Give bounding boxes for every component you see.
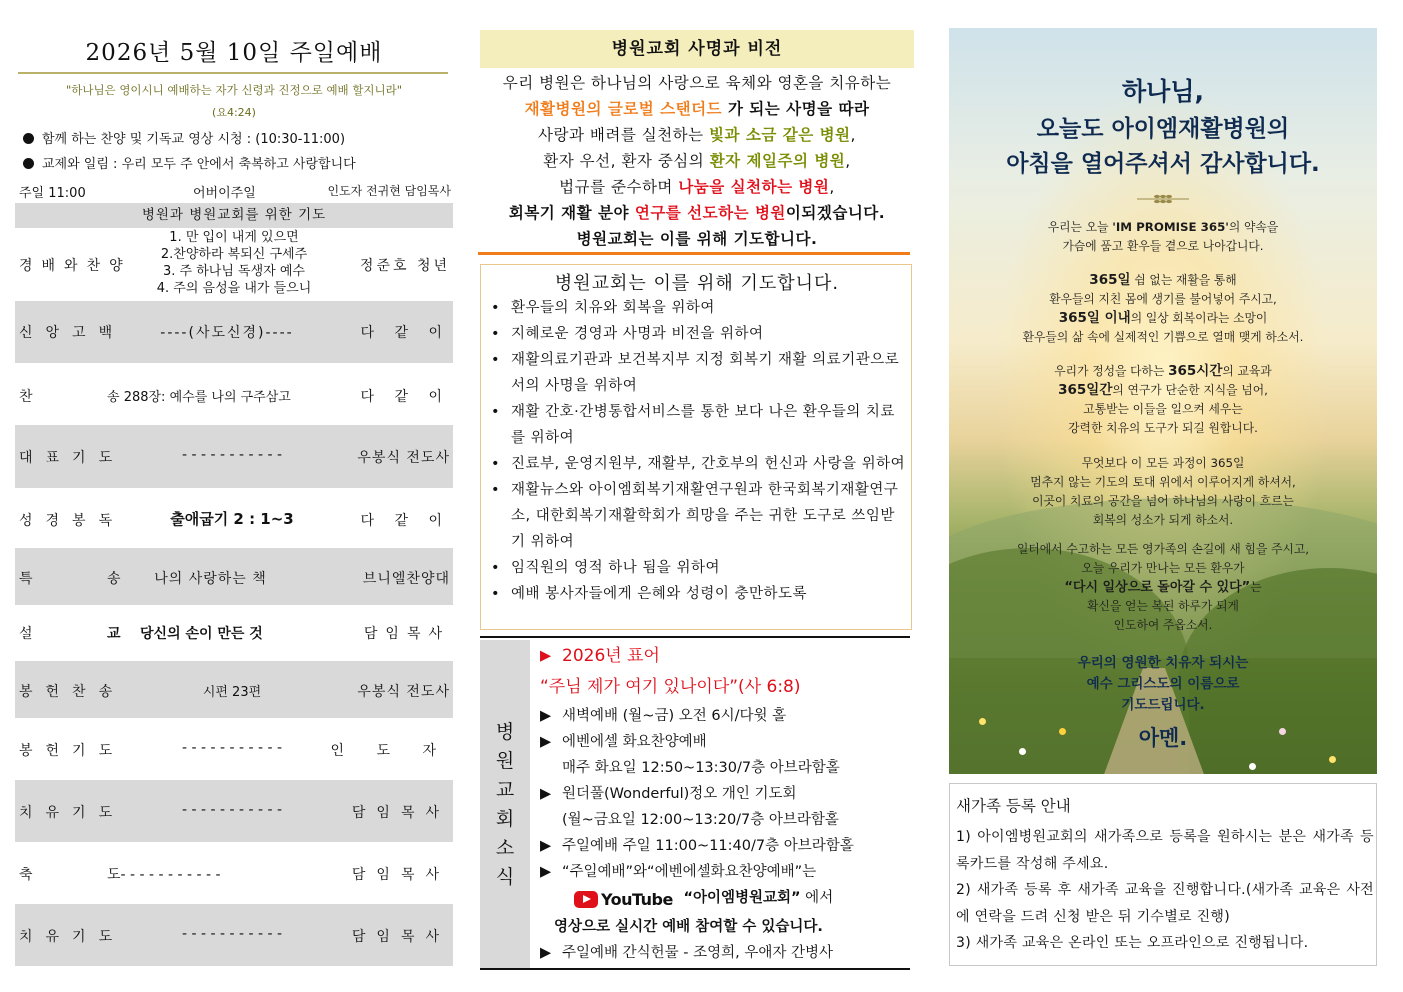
poster-paragraph-4 — [949, 454, 1377, 530]
poster-line — [949, 218, 1377, 237]
hymn-3: 3. 주 하나님 독생자 예수 — [163, 264, 305, 279]
prayer-item: • 임직원의 영적 하나 됨을 위하여 — [487, 555, 907, 581]
hymn-2: 2.찬양하라 복되신 구세주 — [160, 247, 308, 262]
prayer-requests-title: 병원교회는 이를 위해 기도합니다. — [554, 273, 840, 294]
order-item-detail: - - - - - - - - - - - — [181, 926, 283, 942]
registration-item: 1) 아이엠병원교회의 새가족으로 등록을 원하시는 분은 새가족 등록카드를 작성해 주세요. — [956, 829, 1374, 872]
mission-line-1: 우리 병원은 하나님의 사랑으로 육체와 영혼을 치유하는 — [502, 74, 892, 92]
mission-line-4-end: , — [845, 152, 851, 170]
bullet-icon — [23, 158, 34, 169]
worship-order-column — [15, 28, 453, 968]
order-row-creed — [15, 301, 453, 363]
poster-text: 는 — [1250, 580, 1262, 594]
order-row-healing-prayer-2 — [15, 904, 453, 966]
poster-emph: 365시간 — [1168, 363, 1223, 379]
mission-highlight-research: 연구를 선도하는 병원 — [634, 204, 786, 222]
prayer-item: • 지혜로운 경영과 사명과 비전을 위하여 — [487, 321, 907, 347]
hymn-1: 1. 만 입이 내게 있으면 — [169, 230, 299, 245]
poster-line — [949, 381, 1377, 400]
news-label-char: 소 — [495, 837, 515, 859]
poster-emph: “다시 일상으로 돌아갈 수 있다” — [1064, 580, 1251, 595]
order-row-offering-hymn — [15, 661, 453, 718]
prayer-item: • 재활의료기관과 보건복지부 지정 회복기 재활 의료기관으로서의 사명을 위하여 — [487, 347, 907, 399]
poster-line: 강력한 치유의 도구가 되길 원합니다. — [1068, 421, 1258, 435]
poster-text: 우리는 오늘 — [1047, 220, 1113, 234]
triangle-right-icon: ▶ — [540, 945, 552, 961]
triangle-right-icon: ▶ — [540, 864, 552, 880]
news-dawn-text: 새벽예배 (월~금) 오전 6시/다윗 홀 — [562, 708, 787, 724]
poster-line: 예수 그리스도의 이름으로 — [1086, 676, 1240, 692]
youtube-channel-row — [540, 885, 912, 914]
order-item-detail: 도- - - - - - - - - - - — [107, 867, 221, 883]
order-row-praise — [15, 228, 453, 300]
order-item-person: 다 같 이 — [360, 513, 450, 529]
news-sunday — [540, 833, 912, 859]
poster-line: 환우들의 지친 몸에 생기를 불어넣어 주시고, — [1049, 292, 1277, 306]
order-item-detail: 송 나의 사랑하는 책 — [107, 571, 267, 587]
order-item-person: 담임목사 — [363, 626, 450, 642]
poster-line: 환우들의 삶 속에 실제적인 기쁨으로 열매 맺게 하소서. — [1022, 330, 1304, 344]
order-item-detail: ----(사도신경)---- — [160, 325, 294, 341]
triangle-right-icon: ▶ — [540, 708, 552, 724]
order-item-detail: 교 당신의 손이 만든 것 — [107, 626, 263, 642]
registration-box — [949, 783, 1377, 966]
order-row-benediction — [15, 842, 453, 904]
bullet-praise-text: 함께 하는 찬양 및 기독교 영상 시청 : (10:30-11:00) — [42, 132, 346, 147]
mission-line-5 — [478, 174, 916, 200]
registration-list — [956, 824, 1374, 957]
prayer-item: • 재활 간호·간병통합서비스를 통한 보다 나은 환우들의 치료를 위하여 — [487, 399, 907, 451]
prayer-requests-box — [480, 264, 912, 630]
mission-line-7: 병원교회는 이를 위해 기도합니다. — [576, 230, 818, 248]
news-snack — [540, 940, 912, 966]
page-title: 2026년 5월 10일 주일예배 — [85, 40, 383, 66]
order-row-scripture — [15, 488, 453, 548]
news-year-motto — [540, 642, 912, 671]
order-item-person: 다 같 이 — [360, 325, 450, 341]
news-broadcast-detail: 영상으로 실시간 예배 참여할 수 있습니다. — [554, 919, 823, 935]
title-divider — [18, 72, 448, 74]
news-label-char: 회 — [495, 808, 515, 830]
poster-text: 의 교육과 — [1222, 364, 1272, 378]
order-item-detail: 송 288장: 예수를 나의 구주삼고 — [107, 390, 291, 405]
poster-text: 의 약속을 — [1228, 220, 1279, 234]
mission-highlight-light-salt: 빛과 소금 같은 병원 — [709, 126, 851, 144]
poster-line — [949, 362, 1377, 381]
order-item-label: 봉헌찬송 — [19, 684, 126, 700]
poster-line: 일터에서 수고하는 모든 영가족의 손길에 새 힘을 주시고, — [1016, 542, 1310, 556]
bullet-icon — [23, 133, 34, 144]
registration-title: 새가족 등록 안내 — [956, 797, 1071, 815]
triangle-right-icon: ▶ — [540, 786, 552, 802]
order-row-rep-prayer — [15, 425, 453, 488]
order-item-person: 우봉식 전도사 — [357, 450, 450, 466]
order-item-label: 성경봉독 — [19, 513, 126, 529]
news-broadcast — [540, 859, 912, 885]
triangle-right-icon: ▶ — [540, 734, 552, 750]
church-news-sidebar — [480, 640, 530, 970]
mission-line-6-end: 이되겠습니다. — [785, 204, 886, 222]
triangle-right-icon: ▶ — [540, 648, 552, 664]
hymn-4: 4. 주의 음성을 내가 들으니 — [156, 281, 312, 296]
church-news-list — [540, 642, 912, 966]
mission-line-6-start: 회복기 재활 분야 — [508, 204, 635, 222]
order-item-label: 봉헌기도 — [19, 743, 126, 759]
mission-line-3-start: 사랑과 배려를 실천하는 — [538, 126, 710, 144]
church-news-box — [480, 636, 910, 968]
order-item-label: 설 — [19, 626, 42, 642]
poster-line: 확신을 얻는 복된 하루가 되게 — [1087, 599, 1239, 613]
prayer-poster — [949, 28, 1377, 774]
prayer-item: • 진료부, 운영지원부, 재활부, 간호부의 헌신과 사랑을 위하여 — [487, 451, 907, 477]
order-item-label: 신앙고백 — [19, 325, 126, 341]
poster-amen: 아멘. — [1138, 726, 1188, 750]
flower-icon — [1249, 763, 1256, 770]
order-item-person: 다 같 이 — [360, 389, 450, 405]
leaf-ornament-icon — [1137, 193, 1189, 205]
news-wonderful-detail: (월~금요일 12:00~13:20/7층 아브라함홀 — [562, 812, 839, 828]
order-item-person: 브니엘찬양대 — [362, 571, 450, 587]
poster-heading-2: 오늘도 아이엠재활병원의 — [1036, 116, 1290, 142]
order-item-label: 대표기도 — [19, 450, 126, 466]
order-item-label: 치유기도 — [19, 805, 126, 821]
poster-paragraph-1 — [949, 218, 1377, 256]
order-row-offering-prayer — [15, 718, 453, 780]
news-motto: “주님 제가 여기 있나이다”(사 6:8) — [540, 677, 801, 697]
poster-line: 고통받는 이들을 일으켜 세우는 — [1083, 402, 1243, 416]
news-label-char: 식 — [495, 866, 515, 888]
order-row-hymn — [15, 363, 453, 425]
church-news-label — [480, 718, 530, 892]
order-row-sermon — [15, 605, 453, 661]
triangle-right-icon: ▶ — [540, 838, 552, 854]
service-leader: 인도자 전귀현 담임목사 — [327, 184, 451, 198]
mission-line-3-end: , — [850, 126, 856, 144]
order-item-label: 찬 — [19, 389, 42, 405]
orange-divider — [478, 252, 910, 255]
youtube-wordmark: YouTube — [601, 890, 673, 909]
poster-line: 무엇보다 이 모든 과정이 365일 — [1081, 456, 1245, 470]
order-item-label: 경배와찬양 — [19, 258, 132, 274]
news-year-title: 2026년 표어 — [562, 646, 660, 666]
registration-item: 3) 새가족 교육은 온라인 또는 오프라인으로 진행됩니다. — [956, 935, 1309, 951]
mission-line-2 — [478, 96, 916, 122]
order-item-detail: - - - - - - - - - - - — [181, 447, 283, 463]
news-ebenezer-text: 에벤에셀 화요찬양예배 — [562, 734, 707, 750]
order-item-detail: 시편 23편 — [202, 685, 262, 700]
news-ebenezer-detail: 매주 화요일 12:50~13:30/7층 아브라함홀 — [562, 760, 840, 776]
poster-line: 오늘 우리가 만나는 모든 환우가 — [1081, 561, 1245, 575]
poster-text: 우리가 정성을 다하는 — [1054, 364, 1169, 378]
youtube-logo[interactable] — [574, 887, 673, 914]
mission-line-5-start: 법규를 준수하며 — [559, 178, 679, 196]
poster-line: 가슴에 품고 환우들 곁으로 나아갑니다. — [1062, 239, 1264, 253]
registration-item: 2) 새가족 등록 후 새가족 교육을 진행합니다.(새가족 교육은 사전에 연락을 드려 신청 받은 뒤 기수별로 진행) — [956, 882, 1374, 925]
poster-heading-3: 아침을 열어주셔서 감사합니다. — [1006, 151, 1320, 177]
church-info-column — [478, 28, 916, 968]
poster-emph: 365일간 — [1058, 382, 1113, 398]
poster-line — [949, 578, 1377, 597]
bullet-fellowship — [23, 153, 356, 172]
mission-line-6 — [478, 200, 916, 226]
poster-line: 기도드립니다. — [1121, 697, 1205, 713]
sunday-service-row — [15, 182, 453, 202]
mission-highlight-global: 재활병원의 글로벌 스탠더드 — [524, 100, 723, 118]
bullet-fellowship-text: 교제와 일림 : 우리 모두 주 안에서 축복하고 사랑합니다 — [42, 157, 356, 172]
mission-line-4 — [478, 148, 916, 174]
poster-text: 의 일상 회복이라는 소망이 — [1130, 311, 1268, 325]
news-bottom-rule — [480, 968, 910, 970]
scripture-verse: "하나님은 영이시니 예배하는 자가 신령과 진정으로 예배 할지니라" — [65, 83, 403, 97]
poster-line — [949, 271, 1377, 290]
channel-suffix: 에서 — [800, 890, 834, 906]
poster-text: 쉼 없는 재활을 통해 — [1130, 273, 1237, 287]
news-label-char: 교 — [495, 779, 515, 801]
order-item-label: 특 — [19, 571, 42, 587]
bullet-praise — [23, 128, 345, 147]
order-row-healing-prayer — [15, 780, 453, 842]
order-row-special-song — [15, 548, 453, 605]
prayer-item: • 재활뉴스와 아이엠회복기재활연구원과 한국회복기재활연구소, 대한회복기재활학회가 희망을 주는 귀한 도구로 쓰임받기 위하여 — [487, 477, 907, 555]
order-item-person: 인 도 자 — [330, 743, 450, 759]
poster-paragraph-6 — [949, 653, 1377, 716]
poster-line: 이곳이 치료의 공간을 넘어 하나님의 사랑이 흐르는 — [1032, 494, 1294, 508]
poster-emph: 365일 이내 — [1058, 310, 1131, 326]
news-snack-text: 주일예배 간식헌물 - 조영희, 우애자 간병사 — [562, 945, 834, 961]
order-item-detail: 출애굽기 2 : 1~3 — [170, 510, 294, 528]
news-dawn — [540, 703, 912, 729]
poster-paragraph-5 — [949, 540, 1377, 635]
order-item-detail: - - - - - - - - - - - — [181, 740, 283, 756]
youtube-play-icon — [574, 891, 598, 908]
flower-icon — [1329, 756, 1336, 763]
news-label-char: 원 — [495, 750, 515, 772]
prayer-item: • 환우들의 치유와 회복을 위하여 — [487, 295, 907, 321]
order-item-person: 정준호 청년 — [359, 258, 450, 274]
channel-name: “아이엠병원교회” — [683, 890, 801, 906]
poster-line: 인도하여 주옵소서. — [1113, 618, 1213, 632]
service-name: 어버이주일 — [193, 186, 256, 201]
order-item-person: 담임목사 — [351, 805, 450, 821]
news-wonderful-text: 원더풀(Wonderful)정오 개인 기도회 — [562, 786, 797, 802]
news-wonderful — [540, 781, 912, 807]
mission-highlight-sharing: 나눔을 실천하는 병원 — [678, 178, 830, 196]
news-broadcast-text: “주일예배”와“에벤에셀화요찬양예배”는 — [562, 864, 817, 880]
poster-text: 의 연구가 단순한 지식을 넘어, — [1112, 383, 1268, 397]
service-time: 주일 11:00 — [19, 186, 86, 201]
prayer-header: 병원과 병원교회를 위한 기도 — [15, 203, 453, 228]
poster-line — [949, 309, 1377, 328]
mission-statement — [478, 70, 916, 252]
poster-heading-1: 하나님, — [1122, 77, 1204, 106]
poster-paragraph-3 — [949, 362, 1377, 438]
prayer-list — [487, 295, 907, 607]
order-item-label: 축 — [19, 867, 42, 883]
order-item-label: 치유기도 — [19, 929, 126, 945]
mission-highlight-patient-first: 환자 제일주의 병원 — [709, 152, 846, 170]
mission-line-5-end: , — [829, 178, 835, 196]
order-item-person: 담임목사 — [351, 929, 450, 945]
poster-line: 우리의 영원한 치유자 되시는 — [1077, 655, 1249, 671]
hymn-list — [130, 229, 338, 297]
scripture-reference: (요4:24) — [212, 106, 256, 119]
poster-paragraph-2 — [949, 271, 1377, 347]
poster-promise: 'IM PROMISE 365' — [1112, 220, 1229, 234]
order-item-person: 담임목사 — [351, 867, 450, 883]
mission-line-3 — [478, 122, 916, 148]
news-ebenezer — [540, 729, 912, 755]
mission-title: 병원교회 사명과 비전 — [480, 30, 914, 68]
news-sunday-text: 주일예배 주일 11:00~11:40/7층 아브라함홀 — [562, 838, 854, 854]
mission-line-4-start: 환자 우선, 환자 중심의 — [543, 152, 710, 170]
prayer-item: • 예배 봉사자들에게 은혜와 성령이 충만하도록 — [487, 581, 907, 607]
news-label-char: 병 — [495, 721, 515, 743]
poster-emph: 365일 — [1089, 272, 1131, 288]
poster-line: 회복의 성소가 되게 하소서. — [1092, 513, 1234, 527]
order-item-person: 우봉식 전도사 — [357, 684, 450, 700]
order-item-detail: - - - - - - - - - - - — [181, 802, 283, 818]
poster-line: 멈추지 않는 기도의 토대 위에서 이루어지게 하셔서, — [1030, 475, 1296, 489]
mission-line-2-rest: 가 되는 사명을 따라 — [722, 100, 870, 118]
